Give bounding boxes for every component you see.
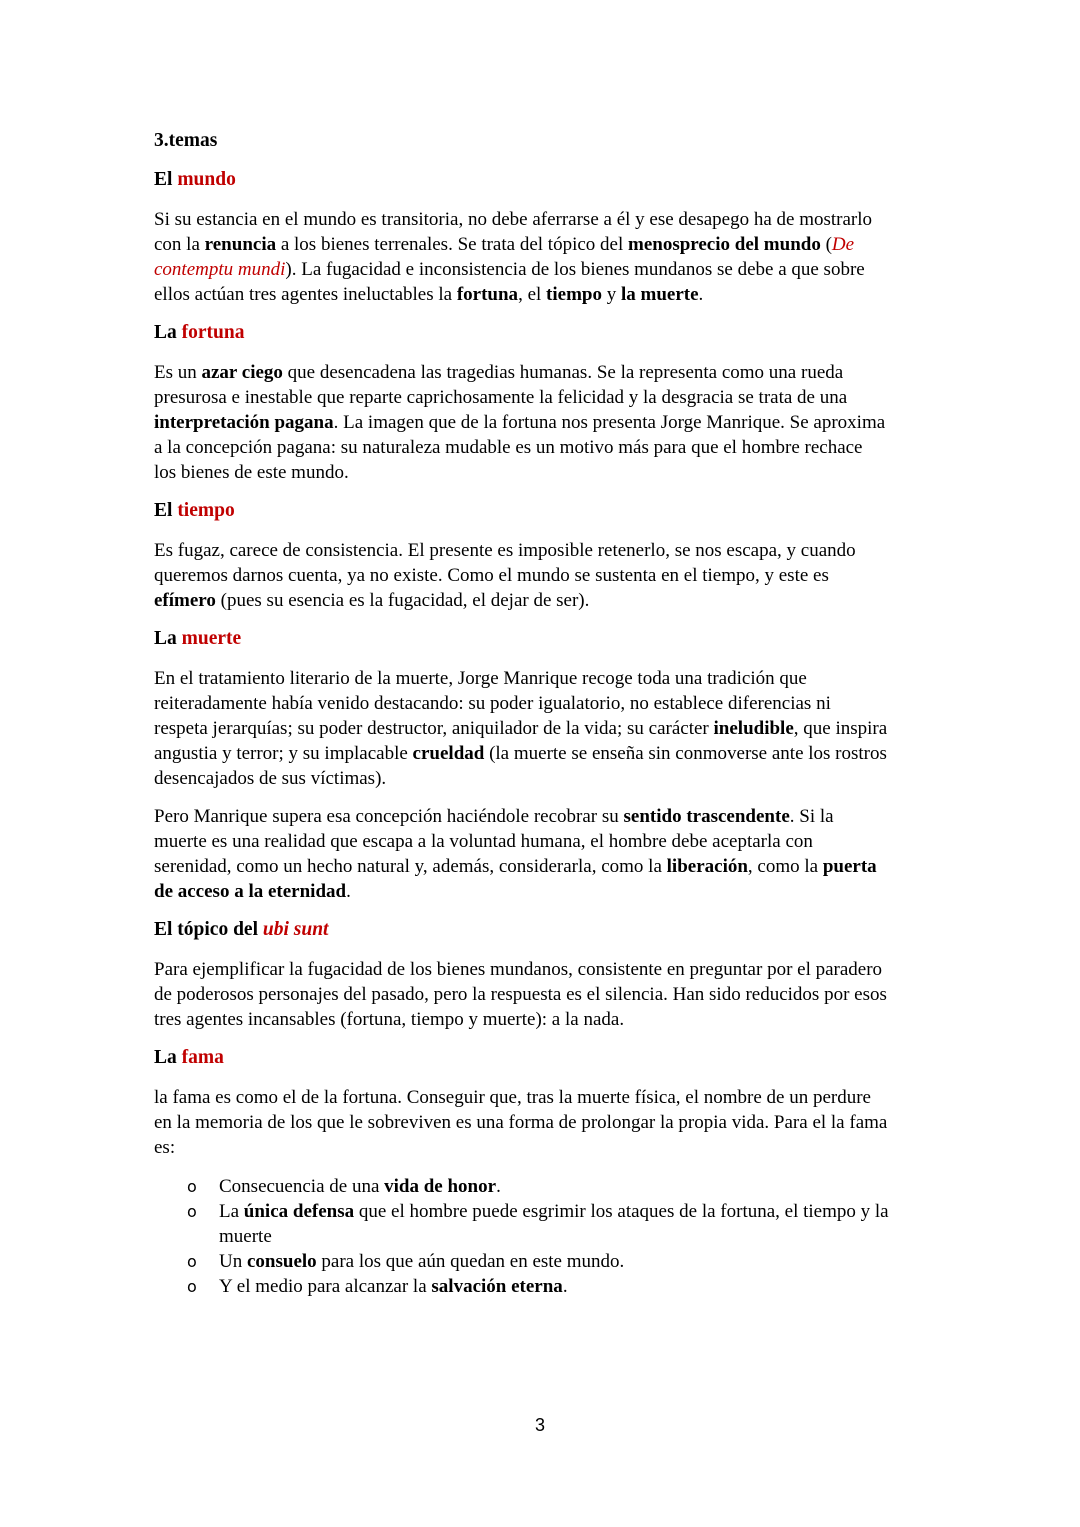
bullet-icon: o	[187, 1202, 197, 1221]
paragraph-muerte-2	[154, 804, 929, 904]
text-line: a la concepción pagana: su naturaleza mudable es un motivo más para que el hombre rechace	[154, 437, 863, 458]
paragraph-muerte-1	[154, 666, 929, 791]
text-line: angustia y terror; y su implacable crueldad (la muerte se enseña sin conmoverse ante los rostros	[154, 743, 887, 764]
text-line: los bienes de este mundo.	[154, 462, 349, 483]
text-line: en la memoria de los que le sobreviven es una forma de prolongar la propia vida. Para el la fama	[154, 1112, 888, 1133]
text-line: Si su estancia en el mundo es transitoria, no debe aferrarse a él y ese desapego ha de mostrarlo	[154, 209, 873, 230]
text-line: Es un azar ciego que desencadena las tragedias humanas. Se la representa como una rueda	[154, 362, 844, 383]
text-line: muerte es una realidad que escapa a la voluntad humana, el hombre debe aceptarla con	[154, 831, 813, 852]
bullet-icon: o	[187, 1277, 197, 1296]
heading-fama: La fama	[154, 1047, 224, 1068]
text-line: Es fugaz, carece de consistencia. El presente es imposible retenerlo, se nos escapa, y cuando	[154, 540, 856, 561]
list-item: o Un consuelo para los que aún quedan en este mundo.	[187, 1251, 625, 1272]
section-title: 3.temas	[154, 130, 218, 151]
bullet-icon: o	[187, 1177, 197, 1196]
heading-tiempo: El tiempo	[154, 500, 235, 521]
text-line: de poderosos personajes del pasado, pero la respuesta es el silencia. Han sido reducidos por esos	[154, 984, 887, 1005]
text-line: de acceso a la eternidad.	[154, 881, 351, 902]
heading-muerte: La muerte	[154, 628, 242, 649]
text-line: la fama es como el de la fortuna. Conseguir que, tras la muerte física, el nombre de un perdure	[154, 1087, 871, 1108]
text-line: reiteradamente había venido destacando: su poder igualatorio, no establece diferencias ni	[154, 693, 831, 714]
heading-mundo: El mundo	[154, 169, 236, 190]
text-line: Pero Manrique supera esa concepción haciéndole recobrar su sentido trascendente. Si la	[154, 806, 834, 827]
paragraph-mundo	[154, 207, 929, 307]
paragraph-ubi-sunt	[154, 957, 929, 1032]
text-line: serenidad, como un hecho natural y, además, considerarla, como la liberación, como la puerta	[154, 856, 877, 877]
paragraph-fortuna	[154, 360, 929, 485]
heading-ubi-sunt: El tópico del ubi sunt	[154, 919, 329, 940]
list-item: o Y el medio para alcanzar la salvación eterna.	[187, 1276, 568, 1297]
text-line: interpretación pagana. La imagen que de la fortuna nos presenta Jorge Manrique. Se aproxima	[154, 412, 886, 433]
text-line: En el tratamiento literario de la muerte, Jorge Manrique recoge toda una tradición que	[154, 668, 807, 689]
paragraph-tiempo	[154, 538, 929, 613]
text-line: presurosa e inestable que reparte caprichosamente la felicidad y la desgracia se trata de una	[154, 387, 848, 408]
heading-fortuna: La fortuna	[154, 322, 245, 343]
page-number: 3	[534, 1415, 545, 1435]
text-line: efímero (pues su esencia es la fugacidad, el dejar de ser).	[154, 590, 590, 611]
text-line: tres agentes incansables (fortuna, tiempo y muerte): a la nada.	[154, 1009, 625, 1030]
text-line: desencajados de sus víctimas).	[154, 768, 387, 789]
text-line: es:	[154, 1137, 176, 1158]
text-line: queremos darnos cuenta, ya no existe. Como el mundo se sustenta en el tiempo, y este es	[154, 565, 829, 586]
paragraph-fama	[154, 1085, 929, 1160]
list-item: o La única defensa que el hombre puede esgrimir los ataques de la fortuna, el tiempo y la muerte	[187, 1201, 889, 1247]
text-line: ellos actúan tres agentes ineluctables la fortuna, el tiempo y la muerte.	[154, 284, 704, 305]
text-line: contemptu mundi). La fugacidad e inconsistencia de los bienes mundanos se debe a que sobre	[154, 259, 865, 280]
text-line: respeta jerarquías; su poder destructor, aniquilador de la vida; su carácter ineludible, que inspira	[154, 718, 888, 739]
list-item: o Consecuencia de una vida de honor.	[187, 1176, 501, 1197]
bullet-icon: o	[187, 1252, 197, 1271]
fama-list	[154, 1174, 929, 1299]
text-line: con la renuncia a los bienes terrenales. Se trata del tópico del menosprecio del mundo (De	[154, 234, 855, 255]
text-line: Para ejemplificar la fugacidad de los bienes mundanos, consistente en preguntar por el paradero	[154, 959, 883, 980]
